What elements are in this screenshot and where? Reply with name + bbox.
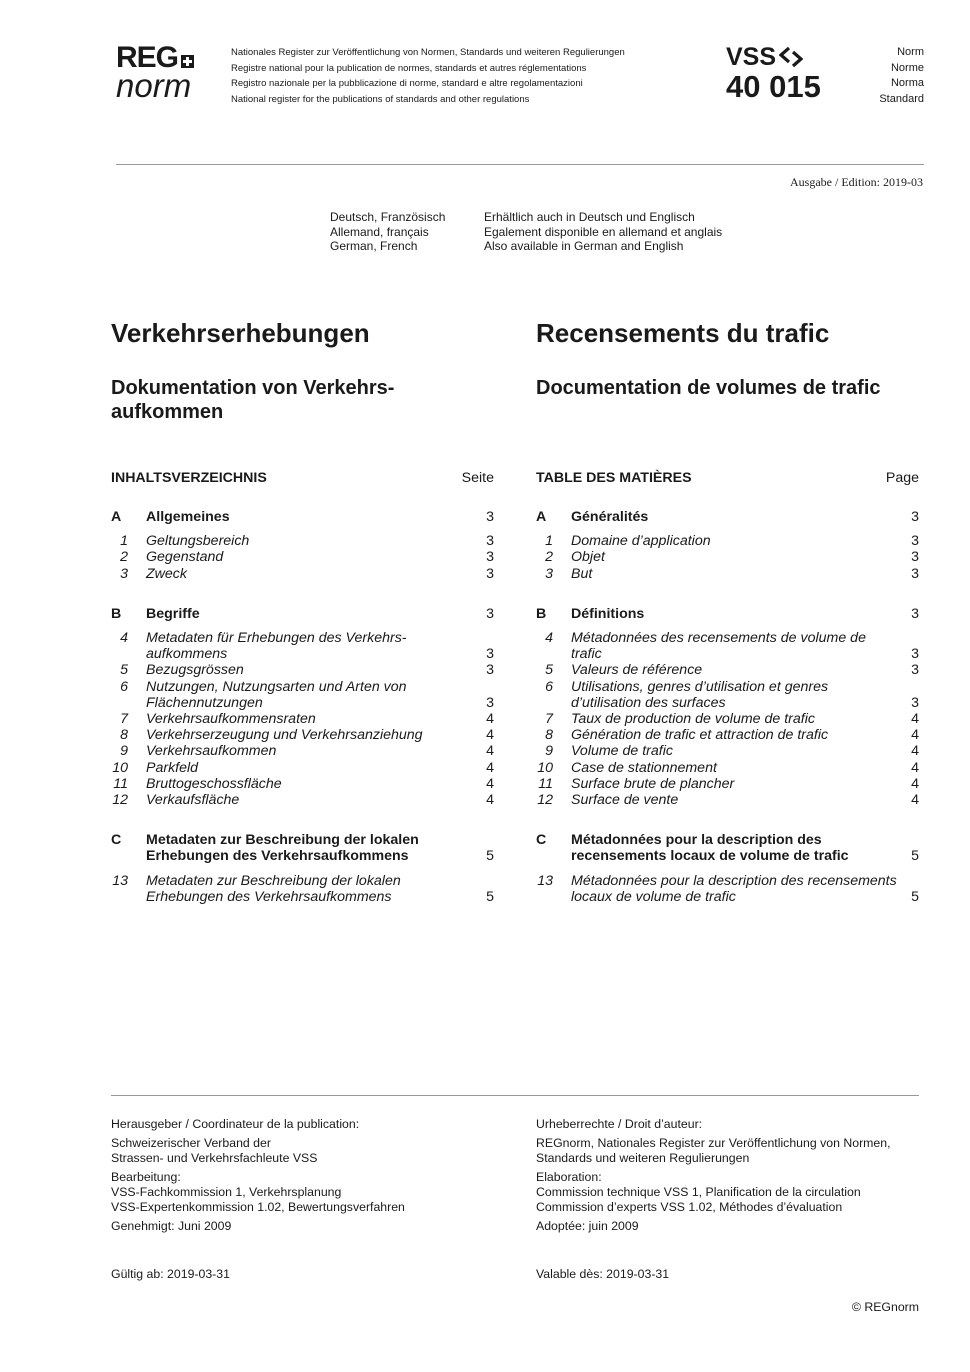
publisher-line: Strassen- und Verkehrsfachleute VSS	[111, 1151, 318, 1165]
item-page: 4	[486, 759, 494, 776]
language-line: German, French	[330, 239, 418, 253]
toc-heading: TABLE DES MATIÈRES	[536, 470, 692, 486]
item-page: 3	[486, 533, 494, 550]
document-subtitle-de: Dokumentation von Verkehrs-aufkommen	[111, 377, 395, 423]
logo-norm-text: norm	[116, 67, 192, 104]
availability-line: Egalement disponible en allemand et anglais	[484, 224, 723, 239]
toc-item-entry	[111, 549, 494, 565]
toc-item-entry	[111, 727, 494, 743]
section-page: 3	[911, 605, 919, 622]
item-title: Domaine d’application	[571, 533, 711, 550]
item-number: 7	[545, 711, 553, 728]
publisher-label: Herausgeber / Coordinateur de la publication:	[111, 1117, 360, 1131]
norm-word: Norme	[890, 61, 924, 74]
item-number: 6	[120, 678, 128, 695]
approved-date: Genehmigt: Juni 2009	[111, 1219, 232, 1233]
section-letter: B	[111, 605, 122, 622]
section-letter: A	[536, 509, 547, 525]
item-number: 7	[120, 711, 128, 728]
document-title-de: Verkehrserhebungen	[111, 318, 370, 348]
item-title: Génération de trafic et attraction de trafic	[571, 727, 829, 744]
edition-label: Ausgabe / Edition: 2019-03	[790, 175, 923, 189]
item-title: Métadonnées pour la description des recensements locaux de volume de trafic	[571, 872, 897, 905]
vss-label: VSS	[726, 43, 777, 71]
section-title: Metadaten zur Beschreibung der lokalen Erhebungen des Verkehrsaufkommens	[146, 832, 419, 865]
copyright-notice: © REGnorm	[851, 1300, 919, 1314]
toc-page-label: Seite	[461, 470, 494, 486]
item-title: Bezugsgrössen	[146, 662, 244, 679]
toc-item-entry	[536, 873, 919, 905]
elaboration-line: Commission technique VSS 1, Planification de la circulation	[536, 1185, 861, 1199]
toc-item-entry	[536, 711, 919, 727]
toc-header	[536, 468, 919, 488]
toc-item-entry	[536, 533, 919, 549]
toc-item-entry	[536, 792, 919, 808]
item-page: 3	[911, 533, 919, 550]
item-title: Métadonnées des recensements de volume de trafic	[571, 630, 866, 663]
item-number: 12	[112, 792, 128, 809]
item-page: 3	[911, 694, 919, 711]
document-title-fr: Recensements du trafic	[536, 318, 830, 348]
toc-item-entry	[111, 679, 494, 711]
vss-chevron-icon	[779, 46, 803, 68]
register-line: Registre national pour la publication de normes, standards et autres réglementations	[231, 62, 587, 74]
footer-divider	[111, 1095, 919, 1096]
swiss-cross-icon	[181, 55, 194, 68]
footer-copyright-info	[536, 1117, 936, 1234]
item-title: Verkehrserzeugung und Verkehrsanziehung	[146, 727, 423, 744]
availability-line: Also available in German and English	[484, 239, 684, 253]
item-page: 5	[911, 888, 919, 905]
availability-list	[484, 210, 722, 254]
copyright-holder-line: REGnorm, Nationales Register zur Veröffentlichung von Normen,	[536, 1136, 891, 1150]
toc-section-group	[111, 509, 494, 582]
publisher-line: Schweizerischer Verband der	[111, 1136, 271, 1150]
item-page: 4	[911, 775, 919, 792]
toc-item-entry	[111, 873, 494, 905]
language-line: Deutsch, Französisch	[330, 210, 446, 224]
toc-item-entry	[536, 630, 919, 662]
toc-section-entry	[536, 509, 919, 525]
item-title: Verkehrsaufkommensraten	[146, 711, 316, 728]
language-line: Allemand, français	[330, 224, 429, 239]
item-number: 10	[112, 759, 128, 776]
toc-section-entry	[536, 606, 919, 622]
section-title: Généralités	[571, 509, 649, 525]
toc-item-entry	[536, 566, 919, 582]
item-number: 8	[545, 727, 553, 744]
item-page: 4	[486, 727, 494, 744]
section-letter: C	[111, 832, 122, 849]
item-page: 4	[911, 743, 919, 760]
toc-section-group	[536, 509, 919, 582]
toc-item-entry	[536, 760, 919, 776]
item-page: 3	[911, 549, 919, 566]
section-page: 3	[486, 605, 494, 622]
section-page: 5	[911, 848, 919, 865]
editing-line: VSS-Fachkommission 1, Verkehrsplanung	[111, 1185, 342, 1199]
toc-item-entry	[536, 679, 919, 711]
table-of-contents-fr	[536, 468, 919, 905]
norm-word: Norma	[890, 77, 924, 89]
item-page: 4	[486, 711, 494, 728]
copyright-label: Urheberrechte / Droit d’auteur:	[536, 1117, 703, 1131]
toc-section-entry	[111, 606, 494, 622]
register-line: National register for the publications of standards and other regulations	[231, 93, 530, 105]
item-title: Surface brute de plancher	[571, 775, 735, 792]
toc-item-entry	[111, 792, 494, 808]
header-divider	[116, 164, 924, 165]
regnorm-logo	[116, 41, 216, 104]
languages-list	[330, 210, 445, 254]
toc-section-group	[536, 832, 919, 905]
section-page: 5	[486, 848, 494, 865]
toc-section-entry	[536, 832, 919, 864]
item-page: 4	[911, 792, 919, 809]
norm-word: Standard	[879, 92, 924, 105]
section-title: Allgemeines	[146, 509, 230, 525]
section-page: 3	[911, 509, 919, 525]
item-number: 9	[120, 743, 128, 760]
item-number: 2	[545, 549, 553, 566]
vss-standard-id	[726, 44, 821, 104]
toc-item-entry	[536, 727, 919, 743]
toc-heading: INHALTSVERZEICHNIS	[111, 470, 267, 486]
elaboration-label: Elaboration:	[536, 1170, 602, 1184]
item-number: 11	[113, 775, 128, 792]
item-page: 3	[911, 662, 919, 679]
item-number: 1	[545, 533, 553, 550]
item-title: Surface de vente	[571, 792, 679, 809]
item-number: 13	[537, 872, 553, 889]
item-title: Metadaten für Erhebungen des Verkehrs-aufkommens	[146, 630, 407, 663]
section-title: Définitions	[571, 605, 645, 622]
elaboration-line: Commission d’experts VSS 1.02, Méthodes d’évaluation	[536, 1200, 843, 1214]
item-page: 3	[486, 646, 494, 663]
section-letter: C	[536, 832, 547, 849]
toc-item-entry	[111, 760, 494, 776]
item-number: 13	[112, 872, 128, 889]
norm-word: Norm	[897, 46, 924, 58]
section-letter: A	[111, 509, 122, 525]
toc-item-entry	[536, 662, 919, 678]
toc-section-group	[111, 832, 494, 905]
copyright-holder-line: Standards und weiteren Regulierungen	[536, 1151, 750, 1165]
item-page: 4	[486, 743, 494, 760]
editing-label: Bearbeitung:	[111, 1170, 181, 1184]
table-of-contents-de	[111, 468, 494, 905]
toc-item-entry	[111, 630, 494, 662]
item-page: 4	[911, 759, 919, 776]
norm-type-list	[879, 45, 924, 107]
item-page: 4	[486, 792, 494, 809]
register-line: Registro nazionale per la pubblicazione di norme, standard e altre regolamentazioni	[231, 78, 583, 89]
valid-from-de: Gültig ab: 2019-03-31	[111, 1267, 230, 1281]
item-title: Verkehrsaufkommen	[146, 743, 277, 760]
valid-from-fr: Valable dès: 2019-03-31	[536, 1267, 670, 1281]
toc-item-entry	[111, 566, 494, 582]
item-page: 3	[486, 662, 494, 679]
toc-header	[111, 468, 494, 488]
register-line: Nationales Register zur Veröffentlichung von Normen, Standards und weiteren Regulierungen	[231, 47, 625, 58]
item-number: 2	[120, 549, 128, 566]
item-page: 4	[486, 775, 494, 792]
toc-item-entry	[111, 533, 494, 549]
item-number: 1	[120, 533, 128, 550]
item-number: 6	[545, 678, 553, 695]
item-number: 11	[538, 775, 553, 792]
section-title: Begriffe	[146, 605, 200, 622]
toc-item-entry	[111, 662, 494, 678]
availability-line: Erhältlich auch in Deutsch und Englisch	[484, 210, 695, 224]
toc-section-entry	[111, 509, 494, 525]
item-page: 3	[486, 694, 494, 711]
item-title: Objet	[571, 549, 605, 566]
item-number: 5	[120, 662, 128, 679]
toc-section-group	[111, 606, 494, 808]
toc-item-entry	[536, 743, 919, 759]
item-number: 12	[537, 792, 553, 809]
logo-reg-text: REG	[116, 41, 179, 74]
item-title: Utilisations, genres d’utilisation et genres d’utilisation des surfaces	[571, 678, 829, 711]
document-subtitle-fr: Documentation de volumes de trafic	[536, 377, 881, 399]
item-title: But	[571, 565, 593, 582]
toc-item-entry	[111, 743, 494, 759]
item-title: Bruttogeschossfläche	[146, 775, 282, 792]
footer-publisher-info	[111, 1117, 511, 1234]
register-description	[231, 45, 625, 107]
item-number: 4	[120, 630, 128, 647]
item-number: 3	[120, 565, 128, 582]
item-title: Nutzungen, Nutzungsarten und Arten von Flächennutzungen	[146, 678, 407, 711]
item-title: Taux de production de volume de trafic	[571, 711, 815, 728]
item-page: 3	[911, 565, 919, 582]
item-title: Case de stationnement	[571, 759, 717, 776]
toc-section-entry	[111, 832, 494, 864]
toc-section-group	[536, 606, 919, 808]
section-title: Métadonnées pour la description des recensements locaux de volume de trafic	[571, 832, 849, 865]
toc-page-label: Page	[885, 470, 919, 486]
item-number: 4	[545, 630, 553, 647]
adopted-date: Adoptée: juin 2009	[536, 1219, 639, 1233]
item-title: Geltungsbereich	[146, 533, 250, 550]
item-number: 10	[537, 759, 553, 776]
item-title: Parkfeld	[146, 759, 199, 776]
toc-item-entry	[536, 549, 919, 565]
item-page: 4	[911, 711, 919, 728]
item-title: Valeurs de référence	[571, 662, 703, 679]
section-page: 3	[486, 509, 494, 525]
toc-item-entry	[111, 776, 494, 792]
toc-item-entry	[111, 711, 494, 727]
item-number: 9	[545, 743, 553, 760]
standard-number: 40 015	[726, 69, 821, 104]
item-title: Gegenstand	[146, 549, 224, 566]
item-number: 5	[545, 662, 553, 679]
editing-line: VSS-Expertenkommission 1.02, Bewertungsverfahren	[111, 1200, 405, 1214]
item-title: Zweck	[146, 565, 187, 582]
item-page: 3	[486, 565, 494, 582]
item-title: Volume de trafic	[571, 743, 673, 760]
item-number: 3	[545, 565, 553, 582]
toc-item-entry	[536, 776, 919, 792]
section-letter: B	[536, 605, 547, 622]
item-page: 3	[486, 549, 494, 566]
item-title: Metadaten zur Beschreibung der lokalen Erhebungen des Verkehrsaufkommens	[146, 872, 401, 905]
item-title: Verkaufsfläche	[146, 792, 240, 809]
item-page: 5	[486, 888, 494, 905]
item-page: 4	[911, 727, 919, 744]
item-number: 8	[120, 727, 128, 744]
item-page: 3	[911, 646, 919, 663]
